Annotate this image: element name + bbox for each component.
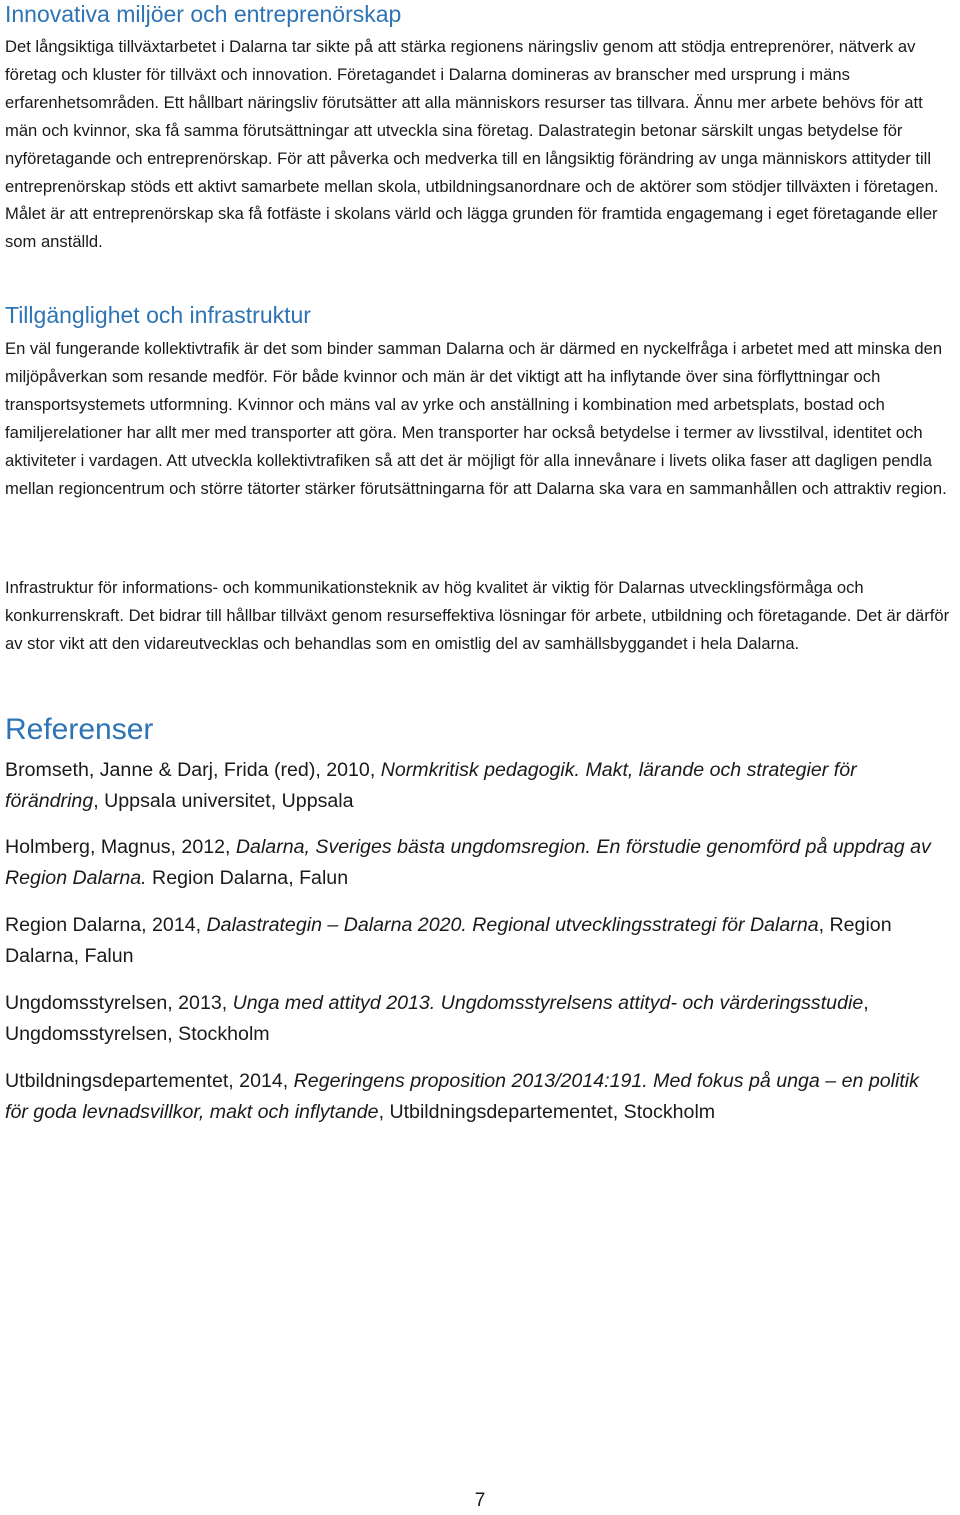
reference-publisher: , Uppsala universitet, Uppsala <box>93 790 354 812</box>
reference-publisher: , Ungdomsstyrelsen, Stockholm <box>5 992 869 1045</box>
reference-title: Regeringens proposition 2013/2014:191. Med fokus på unga – en politik för goda levnadsvillkor, makt och inflytande <box>5 1070 919 1123</box>
heading-infrastructure: Tillgänglighet och infrastruktur <box>5 302 311 328</box>
reference-title: Dalastrategin – Dalarna 2020. Regional utvecklingsstrategi för Dalarna <box>206 914 819 936</box>
reference-author: Region Dalarna, 2014, <box>5 914 207 936</box>
reference-author: Bromseth, Janne & Darj, Frida (red), 2010, <box>5 759 381 781</box>
reference-item <box>5 910 945 972</box>
page-number: 7 <box>474 1490 486 1511</box>
reference-publisher: , Region Dalarna, Falun <box>5 914 892 967</box>
reference-title: Unga med attityd 2013. Ungdomsstyrelsens attityd- och värderingsstudie <box>232 992 864 1014</box>
reference-publisher: , Utbildningsdepartementet, Stockholm <box>378 1101 716 1123</box>
reference-publisher: Region Dalarna, Falun <box>146 867 349 889</box>
reference-item <box>5 988 945 1050</box>
heading-references: Referenser <box>5 713 154 746</box>
reference-title: Dalarna, Sveriges bästa ungdomsregion. En förstudie genomförd på uppdrag av Region Dalarna. <box>5 836 931 889</box>
reference-item <box>5 755 945 817</box>
reference-author: Ungdomsstyrelsen, 2013, <box>5 992 233 1014</box>
reference-author: Holmberg, Magnus, 2012, <box>5 836 236 858</box>
paragraph-infrastructure-2: Infrastruktur för informations- och kommunikationsteknik av hög kvalitet är viktig för Dalarnas utvecklingsförmåga och konkurrenskraft. Det bidrar till hållbar tillväxt genom resurseffektiva lösningar för arbete, utbildning och företagande. Det är därför av stor vikt att den vidareutvecklas och behandlas som en omistlig del av samhällsbyggandet i hela Dalarna. <box>5 578 950 653</box>
reference-item <box>5 1066 945 1128</box>
reference-item <box>5 832 945 894</box>
reference-author: Utbildningsdepartementet, 2014, <box>5 1070 294 1092</box>
reference-title: Normkritisk pedagogik. Makt, lärande och strategier för förändring <box>5 759 857 812</box>
paragraph-infrastructure-1: En väl fungerande kollektivtrafik är det som binder samman Dalarna och är därmed en nyckelfråga i arbetet med att minska den miljöpåverkan som resande medför. För både kvinnor och män är det viktigt att ha inflytande över sina förflyttningar och transportsystemets utformning. Kvinnor och mäns val av yrke och anställning i kombination med arbetsplats, bostad och familjerelationer har allt mer med transporter att göra. Men transporter har också betydelse i termer av livsstilval, identitet och aktiviteter i vardagen. Att utveckla kollektivtrafiken så att det är möjligt för alla innevånare i livets olika faser att dagligen pendla mellan regioncentrum och större tätorter stärker förutsättningarna för att Dalarna ska vara en sammanhållen och attraktiv region. <box>5 339 947 498</box>
paragraph-innovation: Det långsiktiga tillväxtarbetet i Dalarna tar sikte på att stärka regionens näringsliv genom att stödja entreprenörer, nätverk av företag och kluster för tillväxt och innovation. Företagandet i Dalarna domineras av branscher med ursprung i mäns erfarenhetsområden. Ett hållbart näringsliv förutsätter att alla människors resurser tas tillvara. Ännu mer arbete behövs för att män och kvinnor, ska få samma förutsättningar att utveckla sina företag. Dalastrategin betonar särskilt ungas betydelse för nyföretagande och entreprenörskap. För att påverka och medverka till en långsiktig förändring av unga människors attityder till entreprenörskap stöds ett aktivt samarbete mellan skola, utbildningsanordnare och de aktörer som stödjer tillväxten i företagen. Målet är att entreprenörskap ska få fotfäste i skolans värld och lägga grunden för framtida engagemang i eget företagande eller som anställd. <box>5 37 939 252</box>
heading-innovation: Innovativa miljöer och entreprenörskap <box>5 1 402 27</box>
